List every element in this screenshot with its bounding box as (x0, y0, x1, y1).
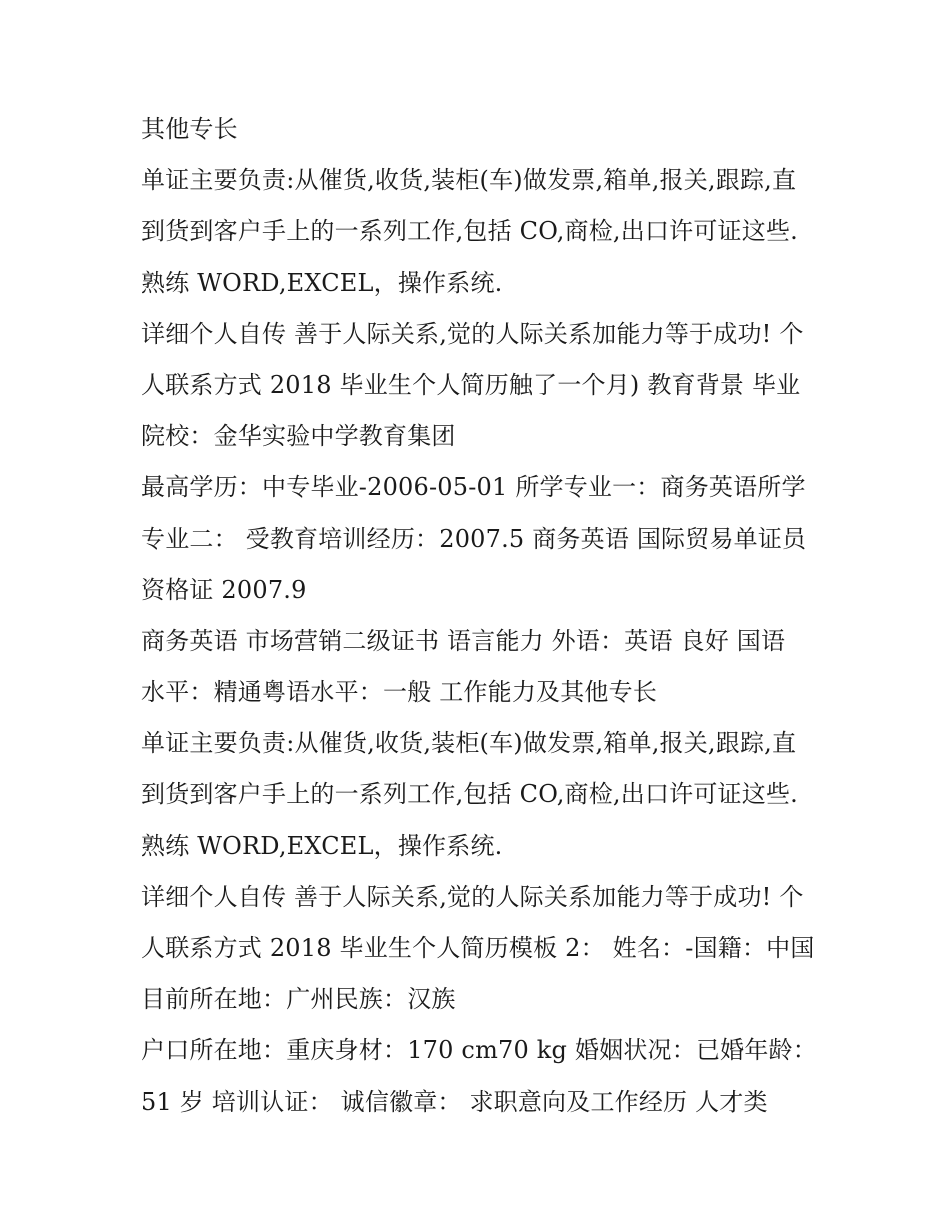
text-line: 单证主要负责:从催货,收货,装柜(车)做发票,箱单,报关,跟踪,直 (141, 166, 797, 195)
text-line: 目前所在地：广州民族：汉族 (141, 985, 456, 1014)
text-line: 人联系方式 2018 毕业生个人简历触了一个月) 教育背景 毕业 (141, 370, 801, 399)
text-line: 单证主要负责:从催货,收货,装柜(车)做发票,箱单,报关,跟踪,直 (141, 729, 797, 758)
text-line: 水平：精通粤语水平：一般 工作能力及其他专长 (141, 678, 658, 707)
text-line: 其他专长 (141, 115, 238, 143)
text-line: 熟练 WORD,EXCEL，操作系统. (141, 268, 503, 297)
text-line: 51 岁 培训认证： 诚信徽章： 求职意向及工作经历 人才类 (141, 1087, 768, 1116)
text-line: 商务英语 市场营销二级证书 语言能力 外语：英语 良好 国语 (141, 626, 786, 655)
text-line: 人联系方式 2018 毕业生个人简历模板 2： 姓名：-国籍：中国 (141, 934, 815, 962)
text-line: 到货到客户手上的一系列工作,包括 CO,商检,出口许可证这些. (141, 217, 798, 246)
text-line: 户口所在地：重庆身材：170 cm70 kg 婚姻状况：已婚年龄： (141, 1036, 817, 1065)
document-body (141, 104, 821, 1128)
text-line: 资格证 2007.9 (141, 575, 307, 604)
text-line: 熟练 WORD,EXCEL，操作系统. (141, 831, 503, 860)
text-line: 院校：金华实验中学教育集团 (141, 422, 456, 451)
text-line: 到货到客户手上的一系列工作,包括 CO,商检,出口许可证这些. (141, 780, 798, 809)
text-line: 详细个人自传 善于人际关系,觉的人际关系加能力等于成功! 个 (141, 319, 804, 348)
text-line: 详细个人自传 善于人际关系,觉的人际关系加能力等于成功! 个 (141, 882, 804, 911)
text-line: 最高学历：中专毕业-2006-05-01 所学专业一：商务英语所学 (141, 473, 806, 502)
text-line: 专业二： 受教育培训经历：2007.5 商务英语 国际贸易单证员 (141, 524, 807, 553)
